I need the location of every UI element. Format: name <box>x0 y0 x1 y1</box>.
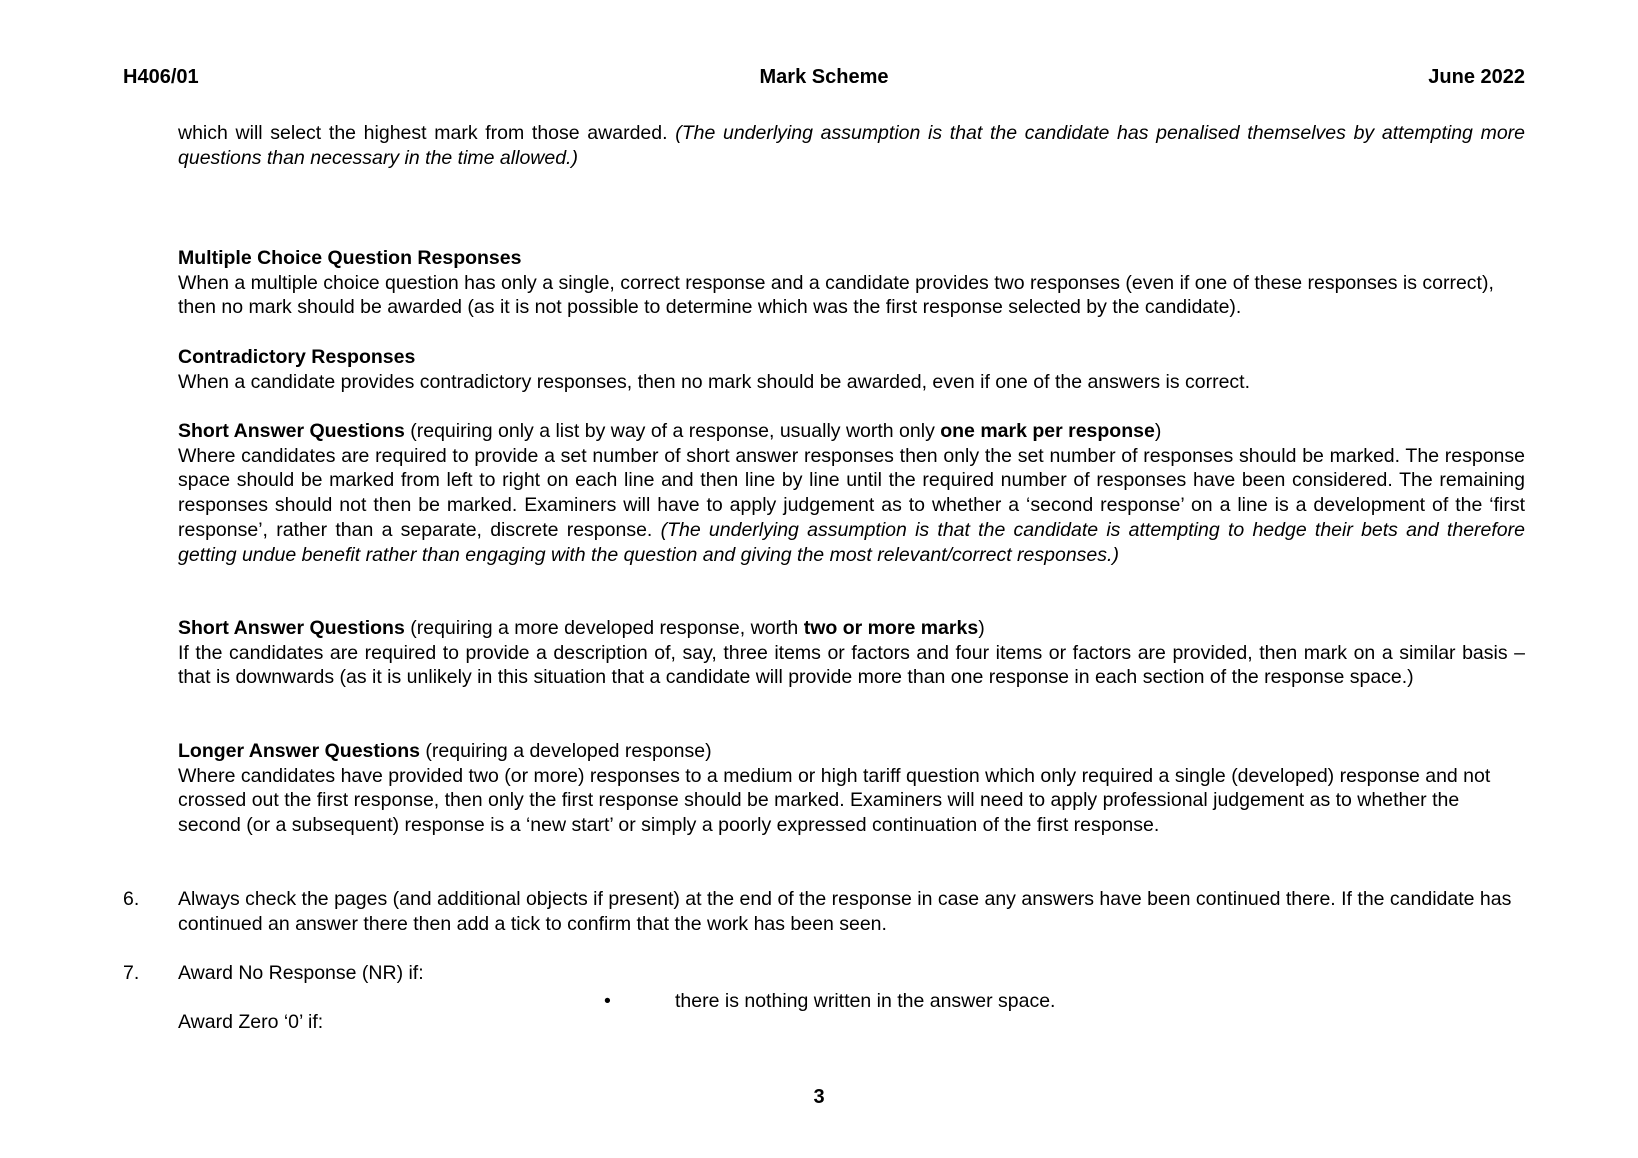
mcq-section <box>178 246 1525 320</box>
short-answer-developed-section <box>178 616 1525 690</box>
short-answer-list-section <box>178 419 1525 567</box>
mcq-heading: Multiple Choice Question Responses <box>178 247 522 269</box>
short-answer-developed-sub-close: ) <box>978 617 985 639</box>
document-code: H406/01 <box>123 66 199 88</box>
document-date: June 2022 <box>1428 66 1525 88</box>
contradictory-section <box>178 345 1525 394</box>
longer-answer-section <box>178 739 1525 838</box>
short-answer-list-text-paragraph <box>178 444 1525 568</box>
intro-italic-text: (The underlying assumption is that the candidate has penalised themselves by attempting more questions than necessary in the time allowed.) <box>178 122 1526 169</box>
short-answer-list-text: Where candidates are required to provide a set number of short answer responses then only the set number of responses should be marked. The response space should be marked from left to right on each line and then line by line until the required number of responses have been considered. The remaining responses should not then be marked. Examiners will have to apply judgement as to whether a ‘second response’ on a line is a development of the ‘first response’, rather than a separate, discrete response. <box>178 444 1525 541</box>
short-answer-developed-heading-line <box>178 616 1525 641</box>
short-answer-developed-sub: (requiring a more developed response, worth <box>404 617 804 639</box>
short-answer-list-heading-line <box>178 419 1525 444</box>
item-7-number: 7. <box>123 962 140 984</box>
short-answer-list-sub-bold: one mark per response <box>940 420 1155 442</box>
page-number: 3 <box>813 1086 825 1108</box>
contradictory-heading: Contradictory Responses <box>178 346 416 368</box>
item-6-text: Always check the pages (and additional objects if present) at the end of the response in case any answers have been continued there. If the candidate has continued an answer there then add a tick to confirm that the work has been seen. <box>178 888 1512 935</box>
intro-paragraph <box>178 121 1525 170</box>
mcq-text: When a multiple choice question has only a single, correct response and a candidate provides two responses (even if one of these responses is correct), then no mark should be awarded (as it is not possible to determine which was the first response selected by the candidate). <box>178 271 1494 319</box>
intro-text: which will select the highest mark from those awarded. <box>178 122 676 144</box>
longer-answer-sub: (requiring a developed response) <box>419 740 712 762</box>
longer-answer-heading-line <box>178 739 1525 764</box>
page-header <box>123 65 1525 91</box>
item-7-zero-label: Award Zero ‘0’ if: <box>178 1011 324 1033</box>
longer-answer-text: Where candidates have provided two (or more) responses to a medium or high tariff question which only required a single (developed) response and not crossed out the first response, then only the first response should be marked. Examiners will need to apply professional judgement as to whether the second (or a subsequent) response is a ‘new start’ or simply a poorly expressed continuation of the first response. <box>178 764 1491 837</box>
item-6-number: 6. <box>123 888 140 910</box>
item-7-nr-label: Award No Response (NR) if: <box>178 962 424 984</box>
longer-answer-heading: Longer Answer Questions <box>178 740 420 762</box>
short-answer-list-sub: (requiring only a list by way of a response, usually worth only <box>404 420 941 442</box>
short-answer-list-sub-close: ) <box>1154 420 1162 442</box>
short-answer-developed-text: If the candidates are required to provide a description of, say, three items or factors and four items or factors are provided, then mark on a similar basis – that is downwards (as it is unlikely in this situation that a candidate will provide more than one response in each section of the response space.) <box>178 641 1525 689</box>
short-answer-developed-heading: Short Answer Questions <box>178 617 405 639</box>
contradictory-text: When a candidate provides contradictory responses, then no mark should be awarded, even if one of the answers is correct. <box>178 370 1251 393</box>
short-answer-developed-sub-bold: two or more marks <box>803 617 979 639</box>
short-answer-list-italic: (The underlying assumption is that the candidate is attempting to hedge their bets and therefore getting undue benefit rather than engaging with the question and giving the most relevant/correct responses.) <box>178 518 1525 566</box>
bullet-icon: • <box>604 990 611 1012</box>
document-title: Mark Scheme <box>759 66 889 88</box>
short-answer-list-heading: Short Answer Questions <box>178 420 405 442</box>
nr-bullet-text: there is nothing written in the answer space. <box>675 990 1056 1012</box>
